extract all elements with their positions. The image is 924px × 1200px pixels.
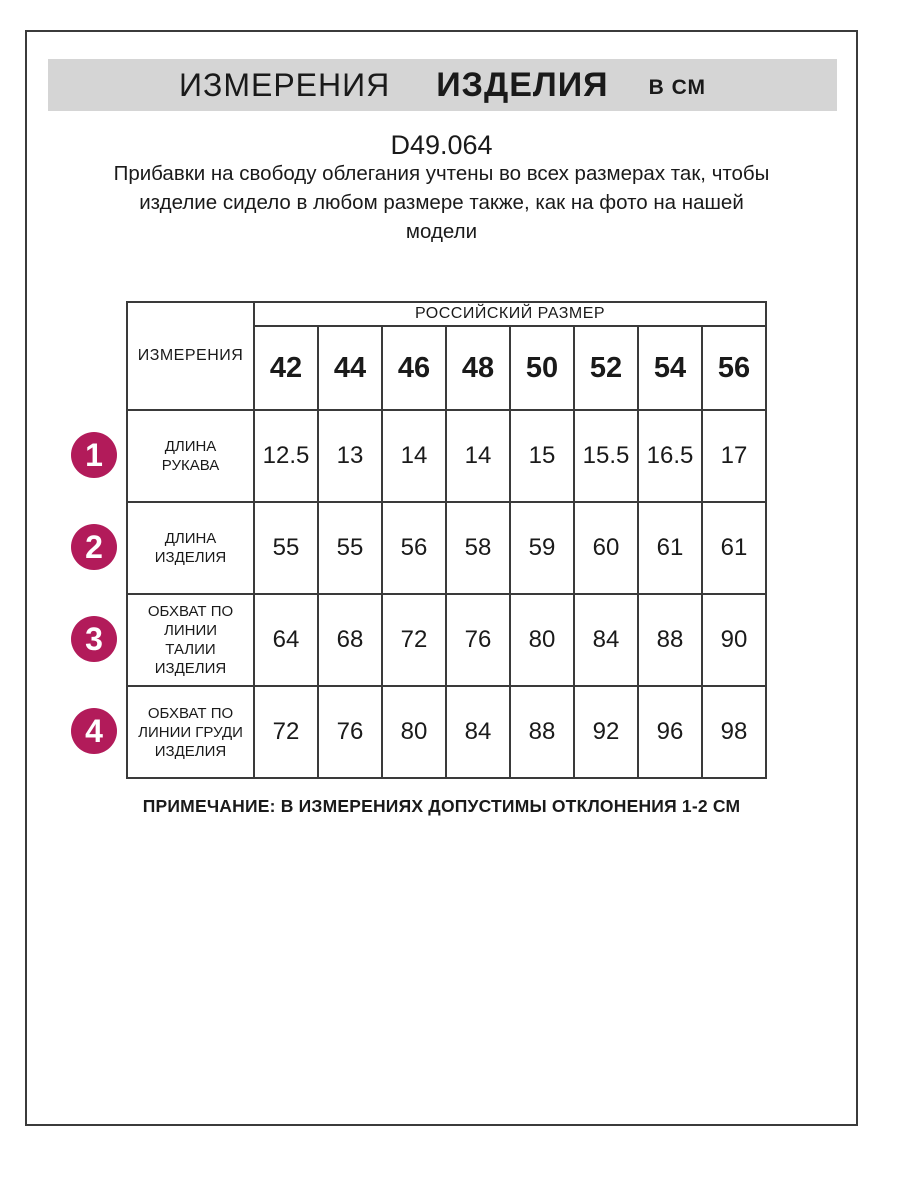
cell-value: 98 (702, 686, 766, 778)
cell-value: 88 (510, 686, 574, 778)
tolerance-note: ПРИМЕЧАНИЕ: В ИЗМЕРЕНИЯХ ДОПУСТИМЫ ОТКЛОНЕНИЯ 1-2 СМ (142, 796, 741, 816)
fit-description (25, 159, 858, 246)
cell-value: 56 (382, 502, 446, 594)
cell-value: 55 (318, 502, 382, 594)
title-unit-cm: В СМ (648, 76, 706, 99)
model-code: D49.064 (390, 130, 493, 160)
row-number-badge-3: 3 (71, 616, 117, 662)
cell-value: 72 (254, 686, 318, 778)
cell-value: 58 (446, 502, 510, 594)
cell-value: 15.5 (574, 410, 638, 502)
cell-value: 61 (702, 502, 766, 594)
cell-value: 13 (318, 410, 382, 502)
cell-value: 55 (254, 502, 318, 594)
cell-value: 88 (638, 594, 702, 686)
size-header-48: 48 (446, 326, 510, 410)
cell-value: 76 (318, 686, 382, 778)
size-header-50: 50 (510, 326, 574, 410)
table-row-sleeve-length (127, 410, 766, 502)
cell-value: 96 (638, 686, 702, 778)
cell-value: 14 (382, 410, 446, 502)
cell-value: 64 (254, 594, 318, 686)
row-number-badge-1: 1 (71, 432, 117, 478)
cell-value: 76 (446, 594, 510, 686)
cell-value: 16.5 (638, 410, 702, 502)
row-label: ОБХВАТ ПО ЛИНИИ ГРУДИ ИЗДЕЛИЯ (127, 686, 254, 778)
size-header-42: 42 (254, 326, 318, 410)
cell-value: 92 (574, 686, 638, 778)
cell-value: 72 (382, 594, 446, 686)
row-label: ОБХВАТ ПО ЛИНИИ ТАЛИИ ИЗДЕЛИЯ (127, 594, 254, 686)
fit-description-line3: модели (405, 220, 478, 243)
cell-value: 59 (510, 502, 574, 594)
cell-value: 15 (510, 410, 574, 502)
measurements-column-header: ИЗМЕРЕНИЯ (127, 302, 254, 410)
cell-value: 80 (510, 594, 574, 686)
table-row-chest-girth (127, 686, 766, 778)
cell-value: 12.5 (254, 410, 318, 502)
row-label: ДЛИНА ИЗДЕЛИЯ (127, 502, 254, 594)
title-bar (48, 59, 837, 111)
cell-value: 90 (702, 594, 766, 686)
cell-value: 84 (446, 686, 510, 778)
size-header-44: 44 (318, 326, 382, 410)
cell-value: 14 (446, 410, 510, 502)
cell-value: 84 (574, 594, 638, 686)
title-measurements: ИЗМЕРЕНИЯ (179, 66, 391, 103)
row-number-badge-4: 4 (71, 708, 117, 754)
table-row-item-length (127, 502, 766, 594)
cell-value: 17 (702, 410, 766, 502)
cell-value: 61 (638, 502, 702, 594)
russian-size-group-header: РОССИЙСКИЙ РАЗМЕР (254, 302, 766, 326)
size-header-54: 54 (638, 326, 702, 410)
size-header-46: 46 (382, 326, 446, 410)
fit-description-line2: изделие сидело в любом размере также, как на фото на нашей (139, 191, 744, 214)
cell-value: 60 (574, 502, 638, 594)
fit-description-line1: Прибавки на свободу облегания учтены во всех размерах так, чтобы (113, 162, 770, 185)
cell-value: 80 (382, 686, 446, 778)
title-product: ИЗДЕЛИЯ (436, 65, 609, 104)
row-number-badge-2: 2 (71, 524, 117, 570)
row-label: ДЛИНА РУКАВА (127, 410, 254, 502)
size-header-52: 52 (574, 326, 638, 410)
size-header-56: 56 (702, 326, 766, 410)
size-table (126, 301, 767, 779)
table-row-waist-girth (127, 594, 766, 686)
cell-value: 68 (318, 594, 382, 686)
